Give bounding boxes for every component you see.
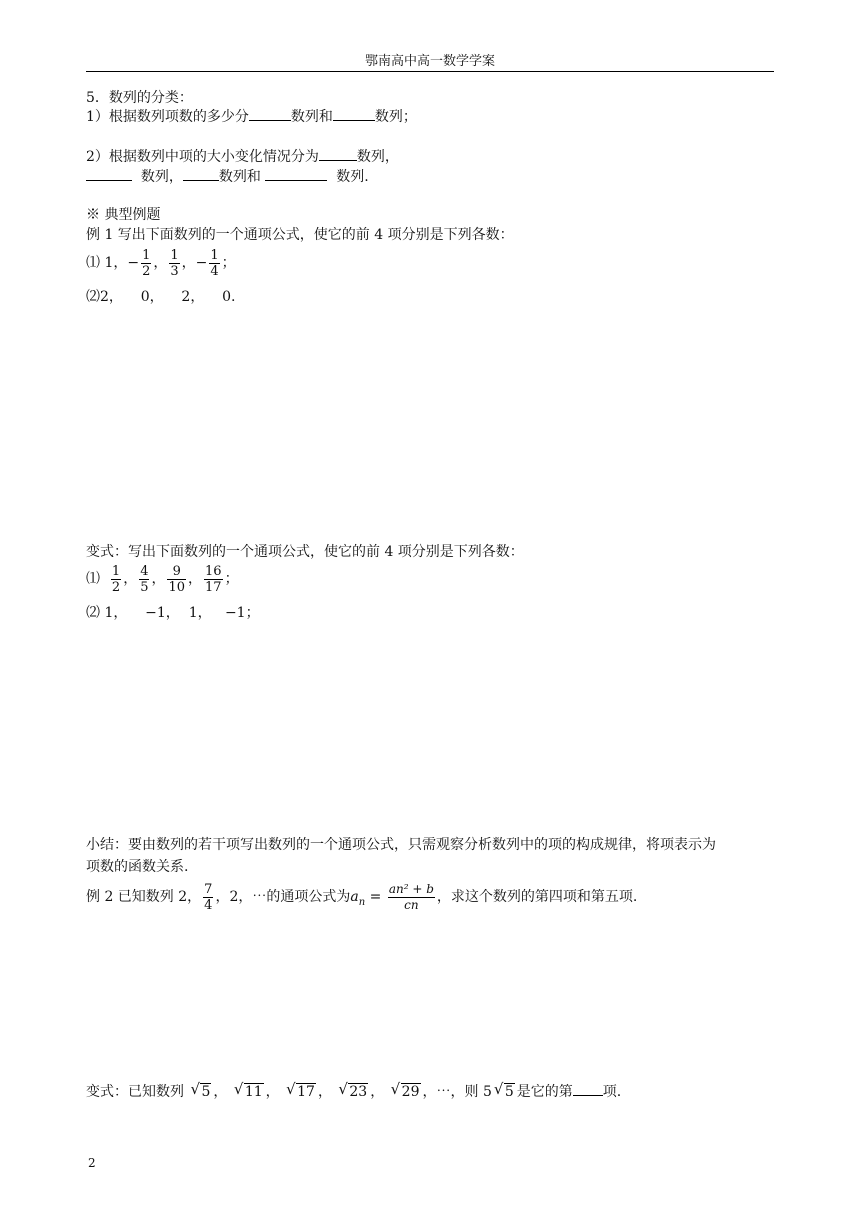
square-root: √ 29 [390,1080,420,1100]
text: 数列， [356,149,399,165]
example-1-q2: ⑵2， 0， 2， 0. [86,289,236,305]
square-root: √ 5 [493,1080,514,1100]
fraction: $\frac{1}{3}$ [170,247,179,279]
example-2: 例 2 已知数列 2， $\frac{7}{4}$ ，2，⋯的通项公式为$a_n$ = $\frac{\text{an² + b}}{cn}$ ，求这个数列的第四项和第五项. [86,881,638,913]
text: 数列和 [218,169,261,185]
example-1-q1: ⑴ 1，− $\frac{1}{2}$ ， $\frac{1}{3}$ ，− $\frac{1}{4}$ ； [86,247,236,279]
text: ⑴ [86,571,100,587]
variant-1-title: 变式：写出下面数列的一个通项公式，使它的前 4 项分别是下列各数： [86,544,524,560]
summary-line-2: 项数的函数关系. [86,859,189,875]
fraction: $\frac{9}{10}$ [168,563,186,595]
section-5-line-3 [86,166,369,187]
fill-blank [86,166,132,181]
fill-blank [183,166,219,181]
text: 数列； [374,109,417,125]
square-root: √ 5 [190,1080,211,1100]
header-rule [86,71,774,72]
fill-blank [265,166,327,181]
section-5-line-2 [86,146,399,167]
fraction: $\frac{1}{2}$ [111,563,121,595]
formula-fraction: $\frac{\text{an² + b}}{cn}$ [388,881,434,912]
variant-2: 变式：已知数列 √ 5 ， √ 11 ， √ 17 ， √ 23 ， √ 29 ，⋯，则 5 √ 5 是它的第 项. [86,1080,622,1100]
variant-1-q2: ⑵ 1， −1， 1， −1； [86,605,260,621]
formula-symbol: a [350,889,359,905]
fraction: $\frac{1}{2}$ [142,247,151,279]
square-root: √ 17 [286,1080,315,1100]
summary-line-1: 小结：要由数列的若干项写出数列的一个通项公式，只需观察分析数列中的项的构成规律，将项表示为 [86,837,716,853]
fraction: $\frac{1}{4}$ [210,247,219,279]
page-header: 鄂南高中高一数学学案 [364,54,495,69]
text: 数列， [140,169,183,185]
text: 数列. [336,169,369,185]
fraction: $\frac{16}{17}$ [205,563,222,595]
page-number: 2 [88,1156,96,1170]
text: 数列和 [290,109,333,125]
fill-blank [249,106,291,121]
square-root: √ 11 [233,1080,263,1100]
variant-1-q1: ⑴ $\frac{1}{2}$ ， $\frac{4}{5}$ ， $\frac{9}{10}$ ， $\frac{16}{17}$ ； [86,563,239,595]
text: ⑴ 1，− [86,255,140,271]
example-1-title: 例 1 写出下面数列的一个通项公式，使它的前 4 项分别是下列各数： [86,227,514,243]
text: 1）根据数列项数的多少分 [86,109,249,125]
fill-blank [573,1081,603,1096]
text: 2）根据数列中项的大小变化情况分为 [86,149,319,165]
fill-blank [319,146,357,161]
fill-blank [333,106,375,121]
section-5-title: 5．数列的分类： [86,90,193,106]
fraction: $\frac{7}{4}$ [204,881,213,913]
fraction: $\frac{4}{5}$ [140,563,149,595]
square-root: √ 23 [338,1080,368,1100]
typical-examples-heading: ※ 典型例题 [86,207,161,223]
section-5-line-1 [86,106,417,127]
